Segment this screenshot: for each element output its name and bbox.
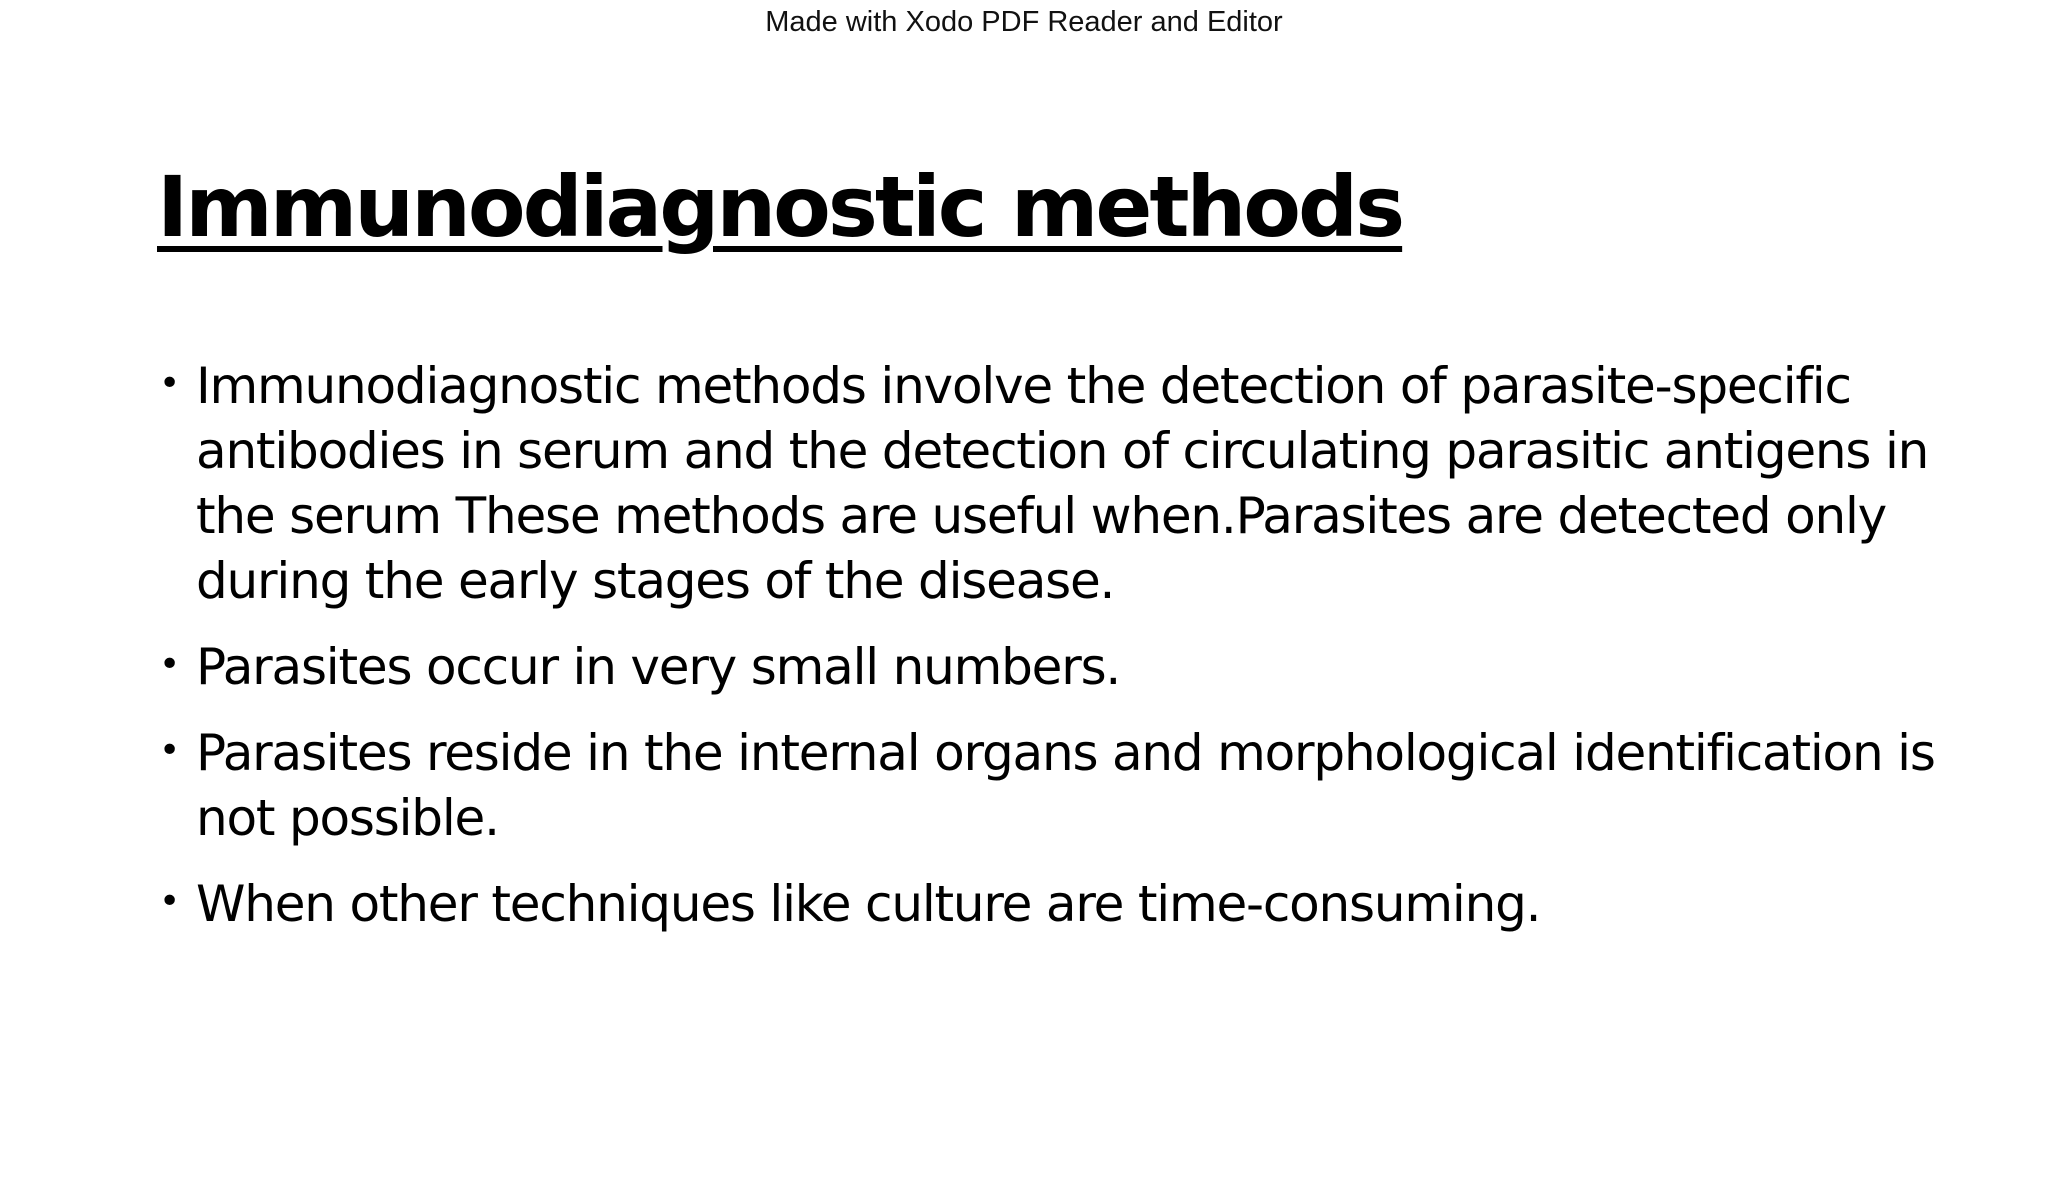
- bullet-text: Parasites occur in very small numbers.: [196, 638, 1121, 696]
- bullet-item: [157, 721, 1937, 851]
- bullet-item: [157, 635, 1937, 700]
- bullet-icon: •: [159, 730, 180, 771]
- bullet-text: Parasites reside in the internal organs and morphological identification is not possible.: [196, 724, 1935, 847]
- bullet-text: Immunodiagnostic methods involve the detection of parasite-specific antibodies in serum and the detection of circulating parasitic antigens in the serum These methods are useful when.Parasites are detected only during the early stages of the disease.: [196, 357, 1929, 610]
- bullet-list: [157, 354, 1937, 958]
- watermark-text: Made with Xodo PDF Reader and Editor: [765, 6, 1283, 38]
- bullet-item: [157, 872, 1937, 937]
- bullet-icon: •: [159, 363, 180, 404]
- bullet-icon: •: [159, 881, 180, 922]
- bullet-text: When other techniques like culture are time-consuming.: [196, 875, 1541, 933]
- bullet-icon: •: [159, 644, 180, 685]
- bullet-item: [157, 354, 1937, 614]
- slide-title: Immunodiagnostic methods: [157, 158, 1403, 256]
